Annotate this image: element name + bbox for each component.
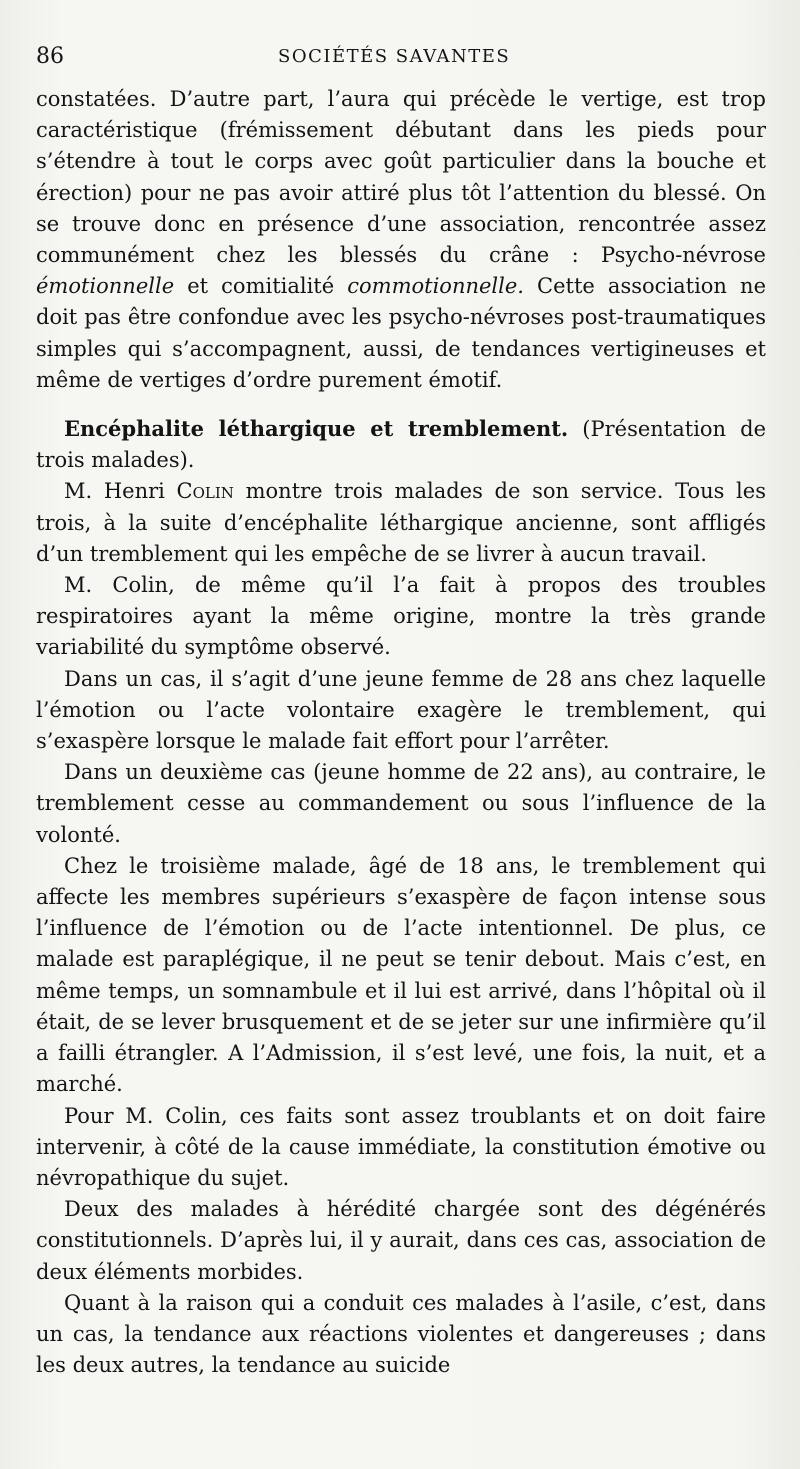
page-number: 86 [36, 44, 64, 69]
paragraph-constatees-text-2: et comitialité [174, 274, 348, 299]
page-header [36, 44, 766, 84]
paragraph-third-case: Chez le troisième malade, âgé de 18 ans, le tremblement qui affecte les membres supérieurs s’exaspère de façon intense sous l’influence de l’émotion ou de l’acte intentionnel. De plus, ce malade est paraplégique, il ne peut se tenir debout. Mais c’est, en même temps, un somnambule et il lui est arrivé, dans l’hôpital où il était, de se lever brusquement et de se jeter sur une infirmière qu’il a failli étrangler. A l’Admission, il s’est levé, une fois, la nuit, et a marché. [36, 853, 766, 1097]
paragraph-constatees-text-1: constatées. D’autre part, l’aura qui précède le vertige, est trop caractéristique (frémissement débutant dans les pieds pour s’étendre à tout le corps avec goût particulier dans la bouche et érection) pour ne pas avoir attiré plus tôt l’attention du blessé. On se trouve donc en présence d’une association, rencontrée assez communément chez les blessés du crâne : Psycho-névrose [36, 87, 766, 268]
paragraph-henri-colin-start: M. Henri [64, 479, 177, 504]
paragraph-first-case: Dans un cas, il s’agit d’une jeune femme de 28 ans chez laquelle l’émotion ou l’acte volontaire exagère le tremblement, qui s’exaspère lorsque le malade fait effort pour l’arrêter. [36, 666, 766, 754]
running-title: SOCIÉTÉS SAVANTES [278, 46, 511, 67]
body-text [36, 84, 766, 1381]
paragraph-constatees [36, 84, 766, 396]
paragraph-second-case: Dans un deuxième cas (jeune homme de 22 ans), au contraire, le tremblement cesse au commandement ou sous l’influence de la volonté. [36, 760, 766, 847]
paragraph-asylum-reason: Quant à la raison qui a conduit ces malades à l’asile, c’est, dans un cas, la tendance aux réactions violentes et dangereuses ; dans les deux autres, la tendance au suicide [36, 1290, 766, 1378]
paragraph-henri-colin [36, 476, 766, 570]
section-title: Encéphalite léthargique et tremblement. [64, 416, 569, 442]
author-name: Colin [176, 479, 234, 504]
section-heading [36, 413, 766, 476]
paragraph-heredity: Deux des malades à hérédité chargée sont des dégénérés constitutionnels. D’après lui, il y aurait, dans ces cas, association de deux éléments morbides. [36, 1197, 766, 1284]
paragraph-constatees-text-3: Cette association ne doit pas être confondue avec les psycho-névroses post-traumatiques simples qui s’accompagnent, aussi, de tendances vertigineuses et même de vertiges d’ordre purement émotif. [36, 274, 766, 392]
paragraph-variability: M. Colin, de même qu’il l’a fait à propos des troubles respiratoires ayant la même origine, montre la très grande variabilité du symptôme observé. [36, 573, 766, 660]
section-note: (Présentation de trois malades). [36, 417, 766, 473]
paragraph-henri-colin-rest: montre trois malades de son service. Tous les trois, à la suite d’encéphalite léthargique ancienne, sont affligés d’un tremblement qui les empêche de se livrer à aucun travail. [36, 479, 766, 566]
paragraph-colin-opinion: Pour M. Colin, ces faits sont assez troublants et on doit faire intervenir, à côté de la cause immédiate, la constitution émotive ou névropathique du sujet. [36, 1103, 766, 1190]
italic-commotionnelle: commotionnelle. [347, 274, 524, 299]
italic-emotionnelle: émotionnelle [36, 274, 175, 299]
